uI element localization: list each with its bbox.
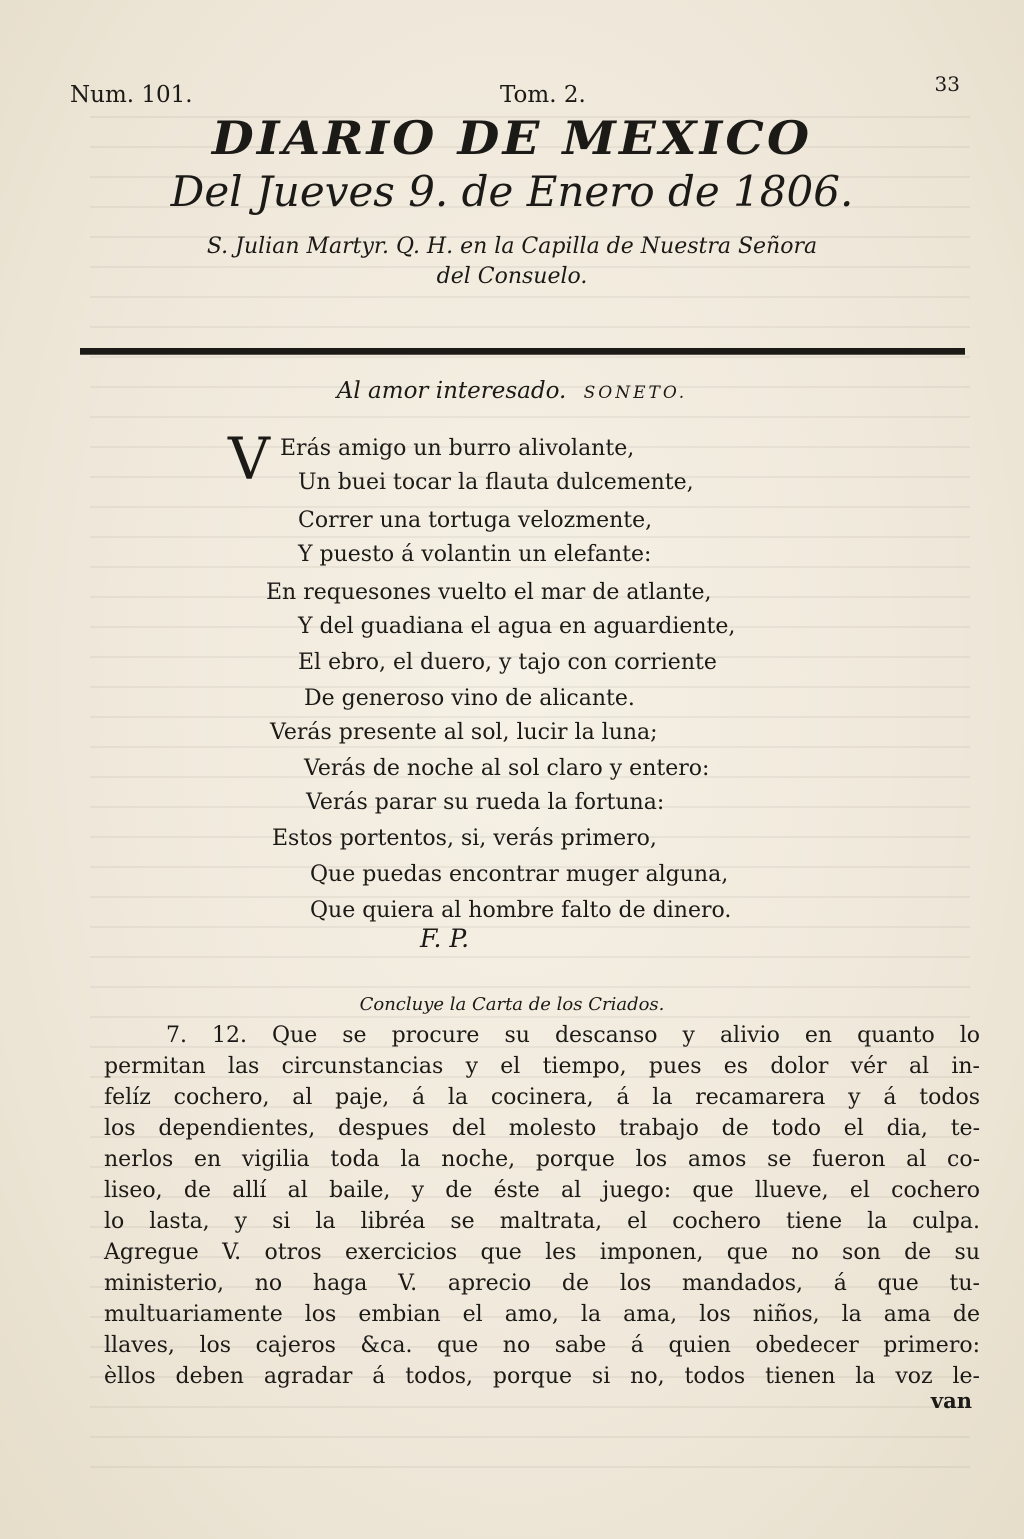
tome-number: Tom. 2. [500, 82, 586, 108]
prose-line: llaves, los cajeros &ca. que no sabe á quien obedecer primero: [104, 1333, 980, 1358]
verse-line: Verás presente al sol, lucir la luna; [270, 720, 658, 745]
verse-line: Estos portentos, si, verás primero, [272, 826, 657, 851]
page-number: 33 [934, 72, 960, 96]
prose-line: nerlos en vigilia toda la noche, porque los amos se fueron al co- [104, 1147, 980, 1172]
letter-body [104, 1020, 980, 1392]
masthead-rule [80, 348, 965, 355]
verse-line: Que puedas encontrar muger alguna, [310, 862, 729, 887]
verse-line: Erás amigo un burro alivolante, [280, 436, 635, 461]
drop-cap: V [228, 425, 270, 493]
prose-line: Agregue V. otros exercicios que les imponen, que no son de su [104, 1240, 980, 1265]
issue-date: Del Jueves 9. de Enero de 1806. [170, 167, 854, 216]
sonnet-heading [0, 378, 1024, 404]
sonnet-signature: F. P. [420, 924, 470, 953]
prose-line: lo lasta, y si la libréa se maltrata, el cochero tiene la culpa. [104, 1209, 980, 1234]
newspaper-title: DIARIO DE MEXICO [211, 111, 813, 165]
verse-line: Un buei tocar la flauta dulcemente, [298, 470, 694, 495]
prose-line: liseo, de allí al baile, y de éste al juego: que llueve, el cochero [104, 1178, 980, 1203]
prose-line: ministerio, no haga V. aprecio de los mandados, á que tu- [104, 1271, 980, 1296]
prose-line: multuariamente los embian el amo, la ama, los niños, la ama de [104, 1302, 980, 1327]
verse-line: Verás parar su rueda la fortuna: [306, 790, 665, 815]
verse-line: El ebro, el duero, y tajo con corriente [298, 650, 717, 675]
verse-line: De generoso vino de alicante. [304, 686, 635, 711]
masthead [0, 110, 1024, 292]
verse-line: Correr una tortuga velozmente, [298, 508, 653, 533]
running-head [70, 72, 960, 112]
letter-heading: Concluye la Carta de los Criados. [359, 994, 665, 1015]
prose-line: los dependientes, despues del molesto trabajo de todo el dia, te- [104, 1116, 980, 1141]
prose-line: felíz cochero, al paje, á la cocinera, á la recamarera y á todos [104, 1085, 980, 1110]
verse-line: Y puesto á volantin un elefante: [298, 542, 652, 567]
prose-line: èllos deben agradar á todos, porque si no, todos tienen la voz le- [104, 1364, 980, 1389]
verse-line: En requesones vuelto el mar de atlante, [266, 580, 712, 605]
prose-line: permitan las circunstancias y el tiempo, pues es dolor vér al in- [104, 1054, 980, 1079]
sonnet-label: SONETO. [583, 383, 688, 403]
prose-line: 7. 12. Que se procure su descanso y alivio en quanto lo [166, 1023, 980, 1048]
verse-line: Verás de noche al sol claro y entero: [304, 756, 710, 781]
issue-number: Num. 101. [70, 82, 193, 108]
catchword: van [930, 1388, 972, 1413]
sonnet-title: Al amor interesado. [336, 378, 567, 404]
verse-line: Que quiera al hombre falto de dinero. [310, 898, 732, 923]
verse-line: Y del guadiana el agua en aguardiente, [298, 614, 736, 639]
saint-of-the-day-line2: del Consuelo. [436, 264, 588, 289]
saint-of-the-day-line1: S. Julian Martyr. Q. H. en la Capilla de Nuestra Señora [206, 234, 818, 259]
